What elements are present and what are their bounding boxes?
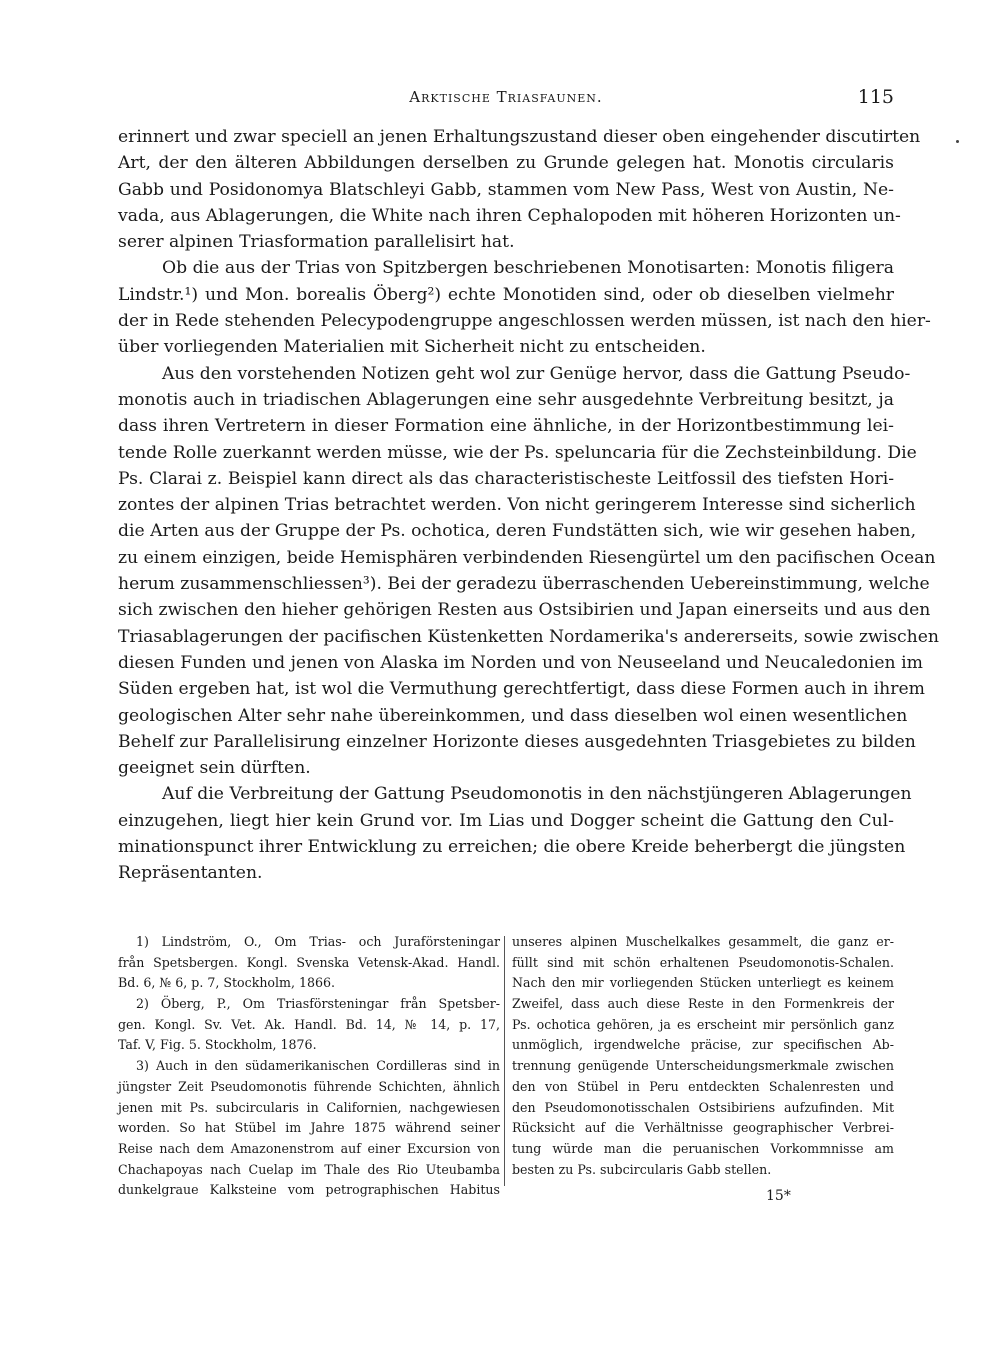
text-line: über vorliegenden Materialien mit Sicherheit nicht zu entscheiden.	[118, 337, 706, 358]
text-line: geeignet sein dürften.	[118, 758, 311, 779]
text-line: Behelf zur Parallelisirung einzelner Horizonte dieses ausgedehnten Triasgebietes zu bilden	[118, 731, 916, 752]
text-line: Triasablagerungen der pacifischen Küstenketten Nordamerika's andererseits, sowie zwischen	[118, 626, 939, 647]
text-line: einzugehen, liegt hier kein Grund vor. Im Lias und Dogger scheint die Gattung den Cul-	[118, 810, 894, 831]
text-line: tende Rolle zuerkannt werden müsse, wie der Ps. speluncaria für die Zechsteinbildung. Die	[118, 442, 917, 463]
text-line: monotis auch in triadischen Ablagerungen eine sehr ausgedehnte Verbreitung besitzt, ja	[118, 389, 894, 410]
text-line: dass ihren Vertretern in dieser Formation eine ähnliche, in der Horizontbestimmung lei-	[118, 416, 894, 437]
footnote-line: Reise nach dem Amazonenstrom auf einer Excursion von	[118, 1140, 500, 1156]
text-line: Repräsentanten.	[118, 863, 263, 884]
text-line: Auf die Verbreitung der Gattung Pseudomonotis in den nächstjüngeren Ablagerungen	[162, 784, 912, 805]
footnote-line: unseres alpinen Muschelkalkes gesammelt, die ganz er-	[512, 934, 894, 949]
footnote-line: füllt sind mit schön erhaltenen Pseudomonotis-Schalen.	[512, 954, 894, 970]
text-line: herum zusammenschliessen³). Bei der geradezu überraschenden Uebereinstimmung, welche	[118, 574, 930, 595]
text-line: serer alpinen Triasformation parallelisirt hat.	[118, 232, 515, 253]
footnote-column-divider	[504, 936, 505, 1186]
footnote-line: Chachapoyas nach Cuelap im Thale des Rio Uteubamba	[118, 1161, 500, 1177]
text-line: Ps. Clarai z. Beispiel kann direct als das characteristischeste Leitfossil des tiefsten Hori-	[118, 468, 894, 489]
print-speck	[956, 140, 959, 143]
text-line: Gabb und Posidonomya Blatschleyi Gabb, stammen vom New Pass, West von Austin, Ne-	[118, 179, 894, 200]
footnote-column-left	[118, 932, 500, 1201]
text-line: Süden ergeben hat, ist wol die Vermuthung gerechtfertigt, dass diese Formen auch in ihrem	[118, 679, 925, 700]
running-title: Arktische Triasfaunen.	[409, 88, 603, 106]
footnote-line: Zweifel, dass auch diese Reste in den Formenkreis der	[512, 996, 894, 1012]
text-line: Ob die aus der Trias von Spitzbergen beschriebenen Monotisarten: Monotis filigera	[162, 258, 894, 279]
text-line: Lindstr.¹) und Mon. borealis Öberg²) echte Monotiden sind, oder ob dieselben vielmehr	[118, 284, 894, 305]
footnote-line: från Spetsbergen. Kongl. Svenska Vetensk-Akad. Handl.	[118, 954, 500, 970]
text-line: sich zwischen den hieher gehörigen Resten aus Ostsibirien und Japan einerseits und aus den	[118, 600, 931, 621]
footnote-line: Nach den mir vorliegenden Stücken unterliegt es keinem	[512, 975, 894, 991]
footnote-line: Taf. V, Fig. 5. Stockholm, 1876.	[118, 1037, 317, 1053]
footnote-line: worden. So hat Stübel im Jahre 1875 während seiner	[118, 1120, 500, 1136]
footnote-line: gen. Kongl. Sv. Vet. Ak. Handl. Bd. 14, № 14, p. 17,	[118, 1016, 500, 1032]
footnote-line: 2) Öberg, P., Om Triasförsteningar från Spetsber-	[136, 996, 500, 1012]
footnote-line: dunkelgraue Kalksteine vom petrographischen Habitus	[118, 1182, 500, 1198]
text-line: Aus den vorstehenden Notizen geht wol zur Genüge hervor, dass die Gattung Pseudo-	[162, 363, 911, 384]
page-number: 115	[857, 86, 894, 108]
footnote-line: jüngster Zeit Pseudomonotis führende Schichten, ähnlich	[118, 1078, 500, 1094]
footnote-line: tung würde man die peruanischen Vorkommnisse am	[512, 1140, 894, 1156]
text-line: zontes der alpinen Trias betrachtet werden. Von nicht geringerem Interesse sind sicherlich	[118, 495, 916, 516]
text-line: minationspunct ihrer Entwicklung zu erreichen; die obere Kreide beherbergt die jüngsten	[118, 837, 906, 858]
footnote-line: 3) Auch in den südamerikanischen Cordilleras sind in	[136, 1058, 500, 1074]
footnote-line: unmöglich, irgendwelche präcise, zur specifischen Ab-	[512, 1037, 894, 1053]
running-header	[118, 88, 894, 114]
footnote-line: trennung genügende Unterscheidungsmerkmale zwischen	[512, 1058, 894, 1074]
main-text	[118, 124, 939, 887]
text-line: diesen Funden und jenen von Alaska im Norden und von Neuseeland und Neucaledonien im	[118, 652, 923, 673]
footnote-line: jenen mit Ps. subcircularis in Californien, nachgewiesen	[118, 1099, 500, 1115]
footnote-line: den Pseudomonotisschalen Ostsibiriens aufzufinden. Mit	[512, 1099, 894, 1115]
text-line: zu einem einzigen, beide Hemisphären verbindenden Riesengürtel um den pacifischen Ocean	[118, 547, 936, 568]
text-line: vada, aus Ablagerungen, die White nach ihren Cephalopoden mit höheren Horizonten un-	[118, 205, 901, 226]
text-line: erinnert und zwar speciell an jenen Erhaltungszustand dieser oben eingehender discutirten	[118, 127, 921, 147]
printer-signature: 15*	[766, 1188, 791, 1204]
footnote-line: 1) Lindström, O., Om Trias- och Juraförsteningar	[136, 934, 500, 949]
footnote-line: Bd. 6, № 6, p. 7, Stockholm, 1866.	[118, 975, 336, 991]
footnote-line: Rücksicht auf die Verhältnisse geographischer Verbrei-	[512, 1120, 894, 1136]
text-line: der in Rede stehenden Pelecypodengruppe angeschlossen werden müssen, ist nach den hier-	[118, 311, 931, 332]
footnote-line: besten zu Ps. subcircularis Gabb stellen.	[512, 1161, 772, 1177]
footnote-line: Ps. ochotica gehören, ja es erscheint mir persönlich ganz	[512, 1016, 894, 1032]
text-line: Art, der den älteren Abbildungen derselben zu Grunde gelegen hat. Monotis circularis	[118, 153, 894, 174]
footnote-line: den von Stübel in Peru entdeckten Schalenresten und	[512, 1078, 894, 1094]
text-line: geologischen Alter sehr nahe übereinkommen, und dass dieselben wol einen wesentlichen	[118, 705, 908, 726]
footnote-column-right	[512, 932, 894, 1180]
text-line: die Arten aus der Gruppe der Ps. ochotica, deren Fundstätten sich, wie wir gesehen haben,	[118, 521, 917, 542]
